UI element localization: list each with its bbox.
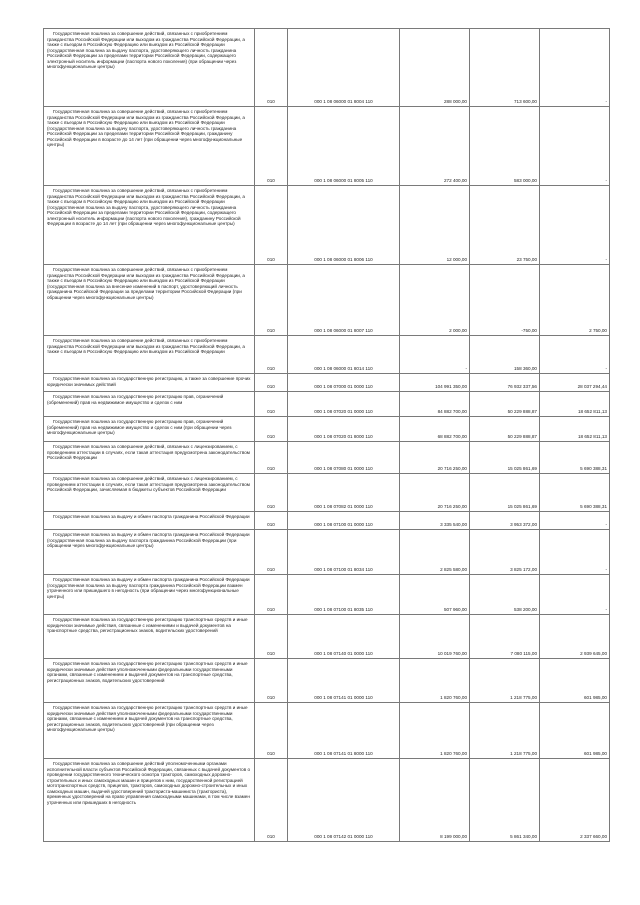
row-name: Государственная пошлина за совершение действий, связанных с лицензированием, с проведением аттестации в случаях, если такая аттестация предусмотрена законодательством Российской Федерации, зачисляемая в бюджеты субъектов Российской Федерации xyxy=(44,474,255,512)
table-row xyxy=(44,615,610,659)
table-row xyxy=(44,474,610,512)
row-approved: 1 820 760,00 xyxy=(400,659,470,703)
row-code: 010 xyxy=(255,659,288,703)
row-name: Государственная пошлина за совершение действий, связанных с приобретением гражданства Российской Федерации или выходом из гражданства Российской Федерации, а также с въездом в Российскую Федерацию или выездом из Российской Федерации (государственная пошлина за выдачу паспорта, удостоверяющего личность гражданина Российской Федерации за пределами территории Российской Федерации, содержащего электронный носитель информации (паспорта нового поколения), гражданину Российской Федерации в возрасте до 14 лет (при обращении через многофункциональные центры) xyxy=(44,186,255,265)
row-code: 010 xyxy=(255,615,288,659)
row-kbk: 000 1 08 07020 01 0000 110 xyxy=(288,392,400,417)
row-kbk: 000 1 08 07100 01 8035 110 xyxy=(288,575,400,615)
row-kbk: 000 1 08 06000 01 8005 110 xyxy=(288,107,400,186)
row-code: 010 xyxy=(255,336,288,374)
table-row xyxy=(44,392,610,417)
row-executed: 50 229 888,87 xyxy=(470,417,540,442)
row-executed: 7 080 115,00 xyxy=(470,615,540,659)
row-executed: 3 825 172,00 xyxy=(470,530,540,575)
row-remaining: - xyxy=(540,575,610,615)
row-executed: 3 953 372,00 xyxy=(470,512,540,530)
row-remaining: 2 750,00 xyxy=(540,265,610,336)
row-remaining: 18 652 811,13 xyxy=(540,417,610,442)
table-row xyxy=(44,759,610,842)
row-approved: 8 199 000,00 xyxy=(400,759,470,842)
row-executed: 1 218 775,00 xyxy=(470,659,540,703)
revenue-table-sheet xyxy=(43,28,609,842)
row-approved: 288 000,00 xyxy=(400,29,470,107)
row-approved: 10 019 760,00 xyxy=(400,615,470,659)
row-name: Государственная пошлина за совершение действий, связанных с приобретением гражданства Российской Федерации или выходом из гражданства Российской Федерации, а также с въездом в Российскую Федерацию или выездом из Российской Федерации (государственная пошлина за выдачу паспорта, удостоверяющего личность гражданина Российской Федерации за пределами территории Российской Федерации, гражданину Российской Федерации в возрасте до 14 лет (при обращении через многофункциональные центры) xyxy=(44,107,255,186)
row-kbk: 000 1 08 06000 01 8007 110 xyxy=(288,265,400,336)
row-approved: 20 716 250,00 xyxy=(400,442,470,474)
row-code: 010 xyxy=(255,530,288,575)
row-code: 010 xyxy=(255,186,288,265)
table-row xyxy=(44,417,610,442)
row-kbk: 000 1 08 07141 01 0000 110 xyxy=(288,659,400,703)
row-code: 010 xyxy=(255,442,288,474)
row-name: Государственная пошлина за государственную регистрацию транспортных средств и иные юридически значимые действия уполномоченными федеральными государственными органами, связанные с изменением и выдачей документов на транспортные средства, регистрационных знаков, водительских удостоверений (при обращении через многофункциональные центры) xyxy=(44,703,255,759)
table-row xyxy=(44,530,610,575)
row-name: Государственная пошлина за государственную регистрацию, а также за совершение прочих юридически значимых действий xyxy=(44,374,255,392)
table-row xyxy=(44,265,610,336)
row-kbk: 000 1 08 07082 01 0000 110 xyxy=(288,474,400,512)
row-kbk: 000 1 08 07100 01 0000 110 xyxy=(288,512,400,530)
row-name: Государственная пошлина за совершение действий, связанных с приобретением гражданства Российской Федерации или выходом из гражданства Российской Федерации, а также с въездом в Российскую Федерацию или выездом из Российской Федерации (государственная пошлина за внесение изменений в паспорт, удостоверяющий личность гражданина Российской Федерации за пределами территории Российской Федерации (при обращении через многофункциональные центры) xyxy=(44,265,255,336)
row-code: 010 xyxy=(255,512,288,530)
row-code: 010 xyxy=(255,575,288,615)
row-remaining: - xyxy=(540,530,610,575)
row-name: Государственная пошлина за государственную регистрацию прав, ограничений (обременений) прав на недвижимое имущество и сделок с ним (при обращении через многофункциональные центры) xyxy=(44,417,255,442)
row-approved: 84 882 700,00 xyxy=(400,392,470,417)
row-code: 010 xyxy=(255,474,288,512)
row-remaining: - xyxy=(540,512,610,530)
row-approved: 68 882 700,00 xyxy=(400,417,470,442)
row-kbk: 000 1 08 07020 01 8000 110 xyxy=(288,417,400,442)
row-remaining: - xyxy=(540,186,610,265)
table-row xyxy=(44,29,610,107)
row-code: 010 xyxy=(255,759,288,842)
row-approved: 12 000,00 xyxy=(400,186,470,265)
row-name: Государственная пошлина за выдачу и обмен паспорта гражданина Российской Федерации (государственная пошлина за выдачу паспорта гражданина Российской Федерации взамен утраченного или пришедшего в негодность (при обращении через многофункциональные центры) xyxy=(44,575,255,615)
row-approved: 1 820 760,00 xyxy=(400,703,470,759)
row-remaining: 2 337 660,00 xyxy=(540,759,610,842)
row-executed: 15 025 861,69 xyxy=(470,474,540,512)
row-remaining: - xyxy=(540,336,610,374)
row-executed: 583 000,00 xyxy=(470,107,540,186)
row-name: Государственная пошлина за государственную регистрацию транспортных средств и иные юридически значимые действия, связанные с изменениями и выдачей документов на транспортные средства, регистрационных знаков, водительских удостоверений xyxy=(44,615,255,659)
row-executed: 1 218 775,00 xyxy=(470,703,540,759)
table-row xyxy=(44,659,610,703)
table-row xyxy=(44,575,610,615)
row-kbk: 000 1 08 06000 01 8004 110 xyxy=(288,29,400,107)
row-approved: 3 335 540,00 xyxy=(400,512,470,530)
row-executed: 158 360,00 xyxy=(470,336,540,374)
table-row xyxy=(44,512,610,530)
row-approved: 507 960,00 xyxy=(400,575,470,615)
table-row xyxy=(44,374,610,392)
row-executed: 15 025 861,69 xyxy=(470,442,540,474)
row-executed: -750,00 xyxy=(470,265,540,336)
row-kbk: 000 1 08 07080 01 0000 110 xyxy=(288,442,400,474)
row-code: 010 xyxy=(255,107,288,186)
row-name: Государственная пошлина за совершение действий, связанных с приобретением гражданства Российской Федерации или выходом из гражданства Российской Федерации, а также с въездом в Российскую Федерацию или выездом из Российской Федерации xyxy=(44,336,255,374)
row-executed: 76 932 337,56 xyxy=(470,374,540,392)
row-name: Государственная пошлина за совершение действий, связанных с лицензированием, с проведением аттестации в случаях, если такая аттестация предусмотрена законодательством Российской Федерации xyxy=(44,442,255,474)
row-name: Государственная пошлина за выдачу и обмен паспорта гражданина Российской Федерации xyxy=(44,512,255,530)
row-approved: 20 716 250,00 xyxy=(400,474,470,512)
row-code: 010 xyxy=(255,29,288,107)
row-executed: 713 600,00 xyxy=(470,29,540,107)
row-remaining: 601 985,00 xyxy=(540,659,610,703)
row-approved: - xyxy=(400,336,470,374)
table-row xyxy=(44,186,610,265)
row-executed: 538 200,00 xyxy=(470,575,540,615)
row-name: Государственная пошлина за выдачу и обмен паспорта гражданина Российской Федерации (государственная пошлина за выдачу паспорта гражданина Российской Федерации (при обращении через многофункциональные центры) xyxy=(44,530,255,575)
row-name: Государственная пошлина за совершение действий уполномоченными органами исполнительной власти субъектов Российской Федерации, связанных с выдачей документов о проведении государственного технического осмотра тракторов, самоходных дорожно-строительных и иных самоходных машин и прицепов к ним, государственной регистрацией мототранспортных средств, прицепов, тракторов, самоходных дорожно-строительных и иных самоходных машин, выдачей удостоверений тракториста-машиниста (тракториста), временных удостоверений на право управления самоходными машинами, в том числе взамен утраченных или пришедших в негодность xyxy=(44,759,255,842)
row-approved: 2 825 580,00 xyxy=(400,530,470,575)
row-kbk: 000 1 08 07140 01 0000 110 xyxy=(288,615,400,659)
revenue-table xyxy=(43,28,610,842)
row-kbk: 000 1 08 06000 01 8014 110 xyxy=(288,336,400,374)
row-remaining: 5 690 388,31 xyxy=(540,442,610,474)
row-remaining: - xyxy=(540,107,610,186)
row-code: 010 xyxy=(255,392,288,417)
row-executed: 5 861 340,00 xyxy=(470,759,540,842)
row-executed: 23 750,00 xyxy=(470,186,540,265)
row-kbk: 000 1 08 07000 01 0000 110 xyxy=(288,374,400,392)
row-remaining: 28 037 294,44 xyxy=(540,374,610,392)
row-kbk: 000 1 08 07142 01 0000 110 xyxy=(288,759,400,842)
row-code: 010 xyxy=(255,265,288,336)
row-code: 010 xyxy=(255,703,288,759)
row-code: 010 xyxy=(255,374,288,392)
table-row xyxy=(44,336,610,374)
row-kbk: 000 1 08 07141 01 8000 110 xyxy=(288,703,400,759)
row-approved: 2 000,00 xyxy=(400,265,470,336)
row-remaining: 601 985,00 xyxy=(540,703,610,759)
table-row xyxy=(44,107,610,186)
row-approved: 272 400,00 xyxy=(400,107,470,186)
row-kbk: 000 1 08 06000 01 8006 110 xyxy=(288,186,400,265)
row-name: Государственная пошлина за совершение действий, связанных с приобретением гражданства Российской Федерации или выходом из гражданства Российской Федерации, а также с въездом в Российскую Федерацию или выездом из Российской Федерации (государственная пошлина за выдачу паспорта, удостоверяющего личность гражданина Российской Федерации за пределами территории Российской Федерации, содержащего электронный носитель информации (паспорта нового поколения) (при обращении через многофункциональные центры) xyxy=(44,29,255,107)
revenue-table-body xyxy=(44,29,610,842)
row-code: 010 xyxy=(255,417,288,442)
row-name: Государственная пошлина за государственную регистрацию транспортных средств и иные юридически значимые действия уполномоченными федеральными государственными органами, связанные с изменением и выдачей документов на транспортные средства, регистрационных знаков, водительских удостоверений xyxy=(44,659,255,703)
row-name: Государственная пошлина за государственную регистрацию прав, ограничений (обременений) прав на недвижимое имущество и сделок с ним xyxy=(44,392,255,417)
row-remaining: 18 652 811,13 xyxy=(540,392,610,417)
table-row xyxy=(44,703,610,759)
table-row xyxy=(44,442,610,474)
row-remaining: - xyxy=(540,29,610,107)
row-approved: 104 991 350,00 xyxy=(400,374,470,392)
row-executed: 50 229 888,87 xyxy=(470,392,540,417)
row-kbk: 000 1 08 07100 01 8034 110 xyxy=(288,530,400,575)
row-remaining: 5 690 388,31 xyxy=(540,474,610,512)
row-remaining: 2 939 645,00 xyxy=(540,615,610,659)
